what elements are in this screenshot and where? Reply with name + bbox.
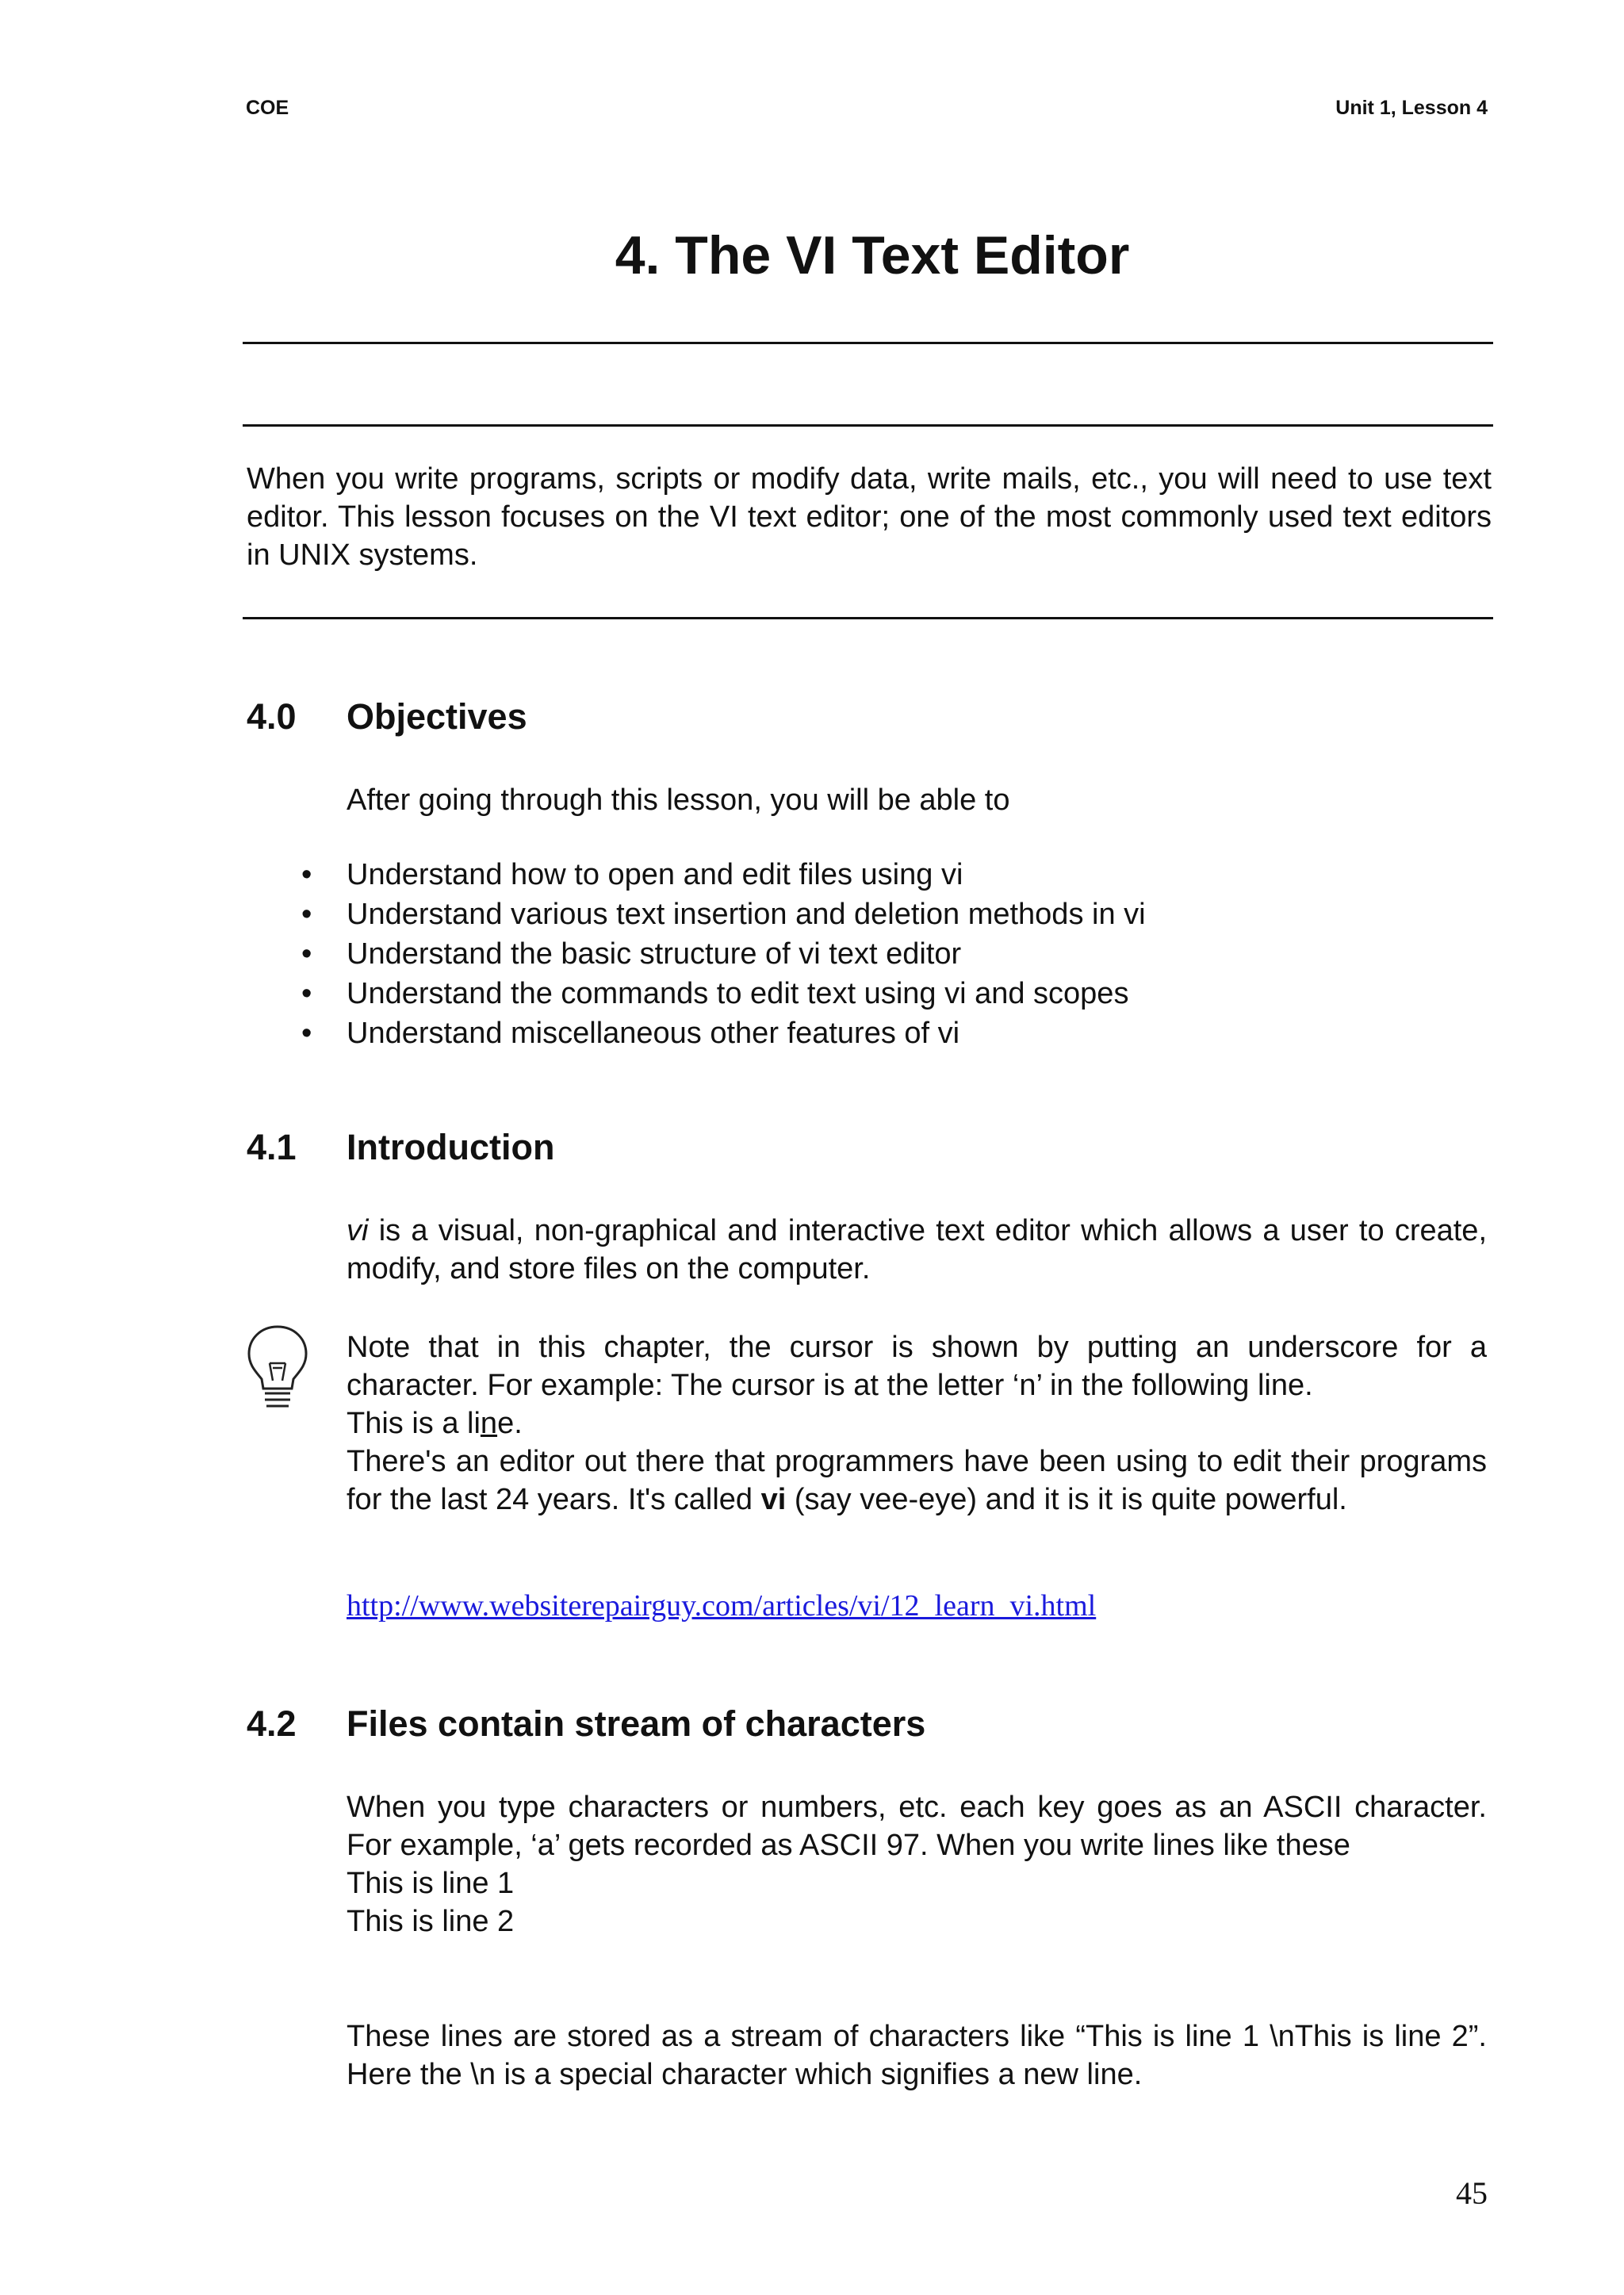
- list-item: • Understand various text insertion and deletion methods in vi: [301, 895, 1491, 934]
- vi-description: There's an editor out there that programmers have been using to edit their programs for the last 24 years. It's called vi (say vee-eye) and it is it is quite powerful.: [347, 1445, 1487, 1516]
- intro-paragraph: When you write programs, scripts or modify data, write mails, etc., you will need to use text editor. This lesson focuses on the VI text editor; one of the most commonly used text editors in UNIX systems.: [247, 462, 1492, 572]
- bullet-icon: •: [301, 898, 312, 931]
- list-item: • Understand how to open and edit files using vi: [301, 855, 1491, 895]
- section-number-objectives: 4.0: [247, 696, 297, 737]
- page-title: 4. The VI Text Editor: [615, 225, 1130, 285]
- page-number: 45: [1456, 2175, 1488, 2211]
- divider-intro-top: [243, 424, 1493, 427]
- list-item: • Understand miscellaneous other features of vi: [301, 1013, 1491, 1053]
- divider-top: [243, 342, 1493, 344]
- objectives-list: [301, 855, 1491, 1053]
- bullet-icon: •: [301, 1017, 312, 1050]
- objectives-lead: After going through this lesson, you will be able to: [347, 784, 1010, 817]
- list-item: • Understand the commands to edit text using vi and scopes: [301, 974, 1491, 1013]
- section-number-files: 4.2: [247, 1703, 297, 1744]
- section-title-introduction: Introduction: [347, 1127, 555, 1167]
- files-paragraph: When you type characters or numbers, etc. each key goes as an ASCII character. For example, ‘a’ gets recorded as ASCII 97. When you write lines like these This is line 1 This is line 2: [347, 1788, 1487, 1941]
- cursor-marker: n: [480, 1407, 498, 1440]
- lightbulb-icon: [246, 1322, 309, 1417]
- section-title-files: Files contain stream of characters: [347, 1703, 926, 1744]
- header-left: COE: [246, 97, 289, 119]
- cursor-example: This is a line.: [347, 1407, 523, 1440]
- introduction-paragraph: vi is a visual, non-graphical and interactive text editor which allows a user to create, modify, and store files on the computer.: [347, 1214, 1487, 1285]
- note-block: [347, 1328, 1487, 1519]
- header-right: Unit 1, Lesson 4: [1335, 97, 1488, 119]
- example-line: This is line 1: [347, 1867, 515, 1900]
- files-stream-paragraph: These lines are stored as a stream of characters like “This is line 1 \nThis is line 2”. Here the \n is a special character which signifies a new line.: [347, 2020, 1487, 2091]
- section-title-objectives: Objectives: [347, 696, 527, 737]
- bullet-icon: •: [301, 858, 312, 891]
- section-number-introduction: 4.1: [247, 1127, 297, 1167]
- bullet-icon: •: [301, 977, 312, 1010]
- divider-intro-bottom: [243, 617, 1493, 619]
- reference-link[interactable]: http://www.websiterepairguy.com/articles/vi/12_learn_vi.html: [347, 1589, 1097, 1623]
- list-item: • Understand the basic structure of vi text editor: [301, 934, 1491, 974]
- example-line: This is line 2: [347, 1905, 515, 1938]
- note-text: Note that in this chapter, the cursor is shown by putting an underscore for a character. For example: The cursor is at the letter ‘n’ in the following line.: [347, 1331, 1487, 1402]
- bullet-icon: •: [301, 937, 312, 971]
